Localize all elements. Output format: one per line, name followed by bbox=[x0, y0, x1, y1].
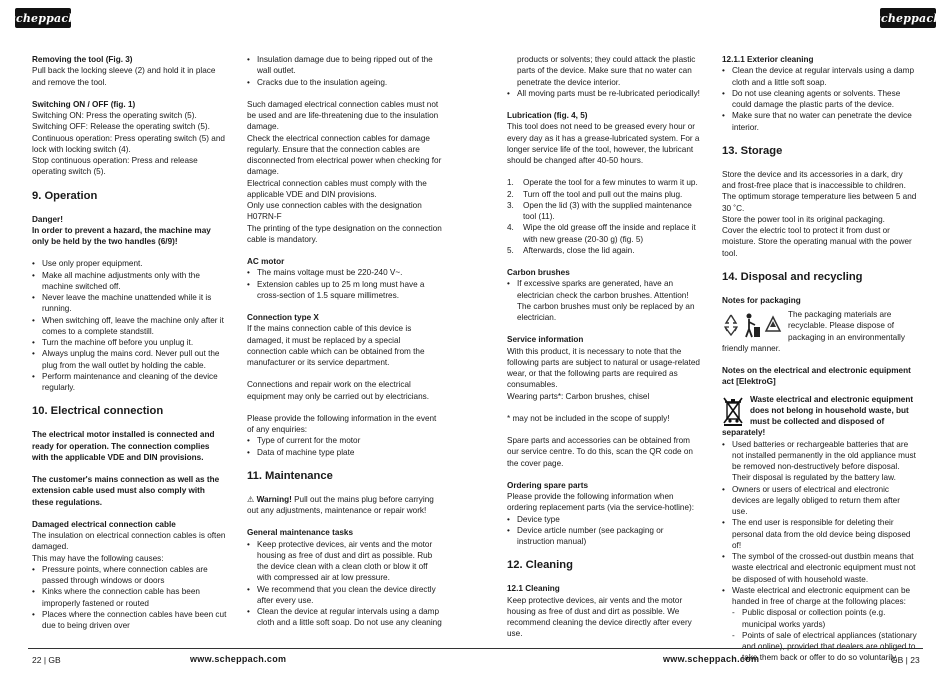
scheppach-logo-right: scheppach bbox=[880, 8, 936, 28]
ext-title: 12.1.1 Exterior cleaning bbox=[722, 55, 814, 64]
disposal-heading: 14. Disposal and recycling bbox=[722, 270, 863, 283]
cleaning-text: Keep protective devices, air vents and the motor housing as free of dust and dirt as possible. We recommend cleaning the device directly after every use. bbox=[507, 595, 692, 639]
warning-paragraph bbox=[247, 494, 442, 517]
danger-title: Danger! bbox=[32, 214, 63, 224]
storage-text: Store the power tool in its original packaging. bbox=[722, 214, 885, 224]
list-item: • Clean the device at regular intervals using a damp cloth and a little soft soap. bbox=[722, 65, 917, 88]
conn-text: If the mains connection cable of this device is damaged, it must be replaced by a special connection cable which can be obtained from the manufacturer or its service department. bbox=[247, 324, 425, 367]
cont-list bbox=[507, 88, 702, 99]
list-item: • Turn the machine off before you unplug it. bbox=[32, 337, 227, 348]
switch-line: Switching ON: Press the operating switch (5). bbox=[32, 111, 197, 120]
packaging-text: The packaging materials are recyclable. Please dispose of packaging in an environmentally friendly manner. bbox=[722, 310, 905, 353]
switch-line: Switching OFF: Release the operating switch (5). bbox=[32, 122, 210, 132]
cable-paragraph: Such damaged electrical connection cables must not be used and are life-threatening due to the insulation damage. bbox=[247, 99, 439, 132]
cleaning-sub: 12.1 Cleaning bbox=[507, 584, 560, 594]
carbon-title: Carbon brushes bbox=[507, 268, 570, 277]
storage-text: Cover the electric tool to protect it from dust or moisture. Store the operating manual with the power tool. bbox=[722, 226, 912, 258]
list-item: • Owners or users of electrical and electronic devices are legally obliged to return them after use. bbox=[722, 484, 917, 518]
website-link-right[interactable]: www.scheppach.com bbox=[663, 654, 760, 664]
list-item: • Insulation damage due to being ripped out of the wall outlet. bbox=[247, 54, 442, 77]
warning-label: Warning! bbox=[256, 494, 292, 504]
list-item: • The mains voltage must be 220-240 V~. bbox=[247, 267, 442, 278]
storage-heading: 13. Storage bbox=[722, 144, 783, 157]
enquiry-text: Please provide the following information in the event of any enquiries: bbox=[247, 413, 437, 434]
repair-text: Connections and repair work on the electrical equipment may only be carried out by electricians. bbox=[247, 380, 430, 401]
carbon-list bbox=[507, 278, 702, 323]
list-item: - Points of sale of electrical appliances (stationary and online), provided that dealers are obliged to take them back or offer to do so voluntarily. bbox=[722, 630, 917, 664]
warning-triangle-icon: ⚠ bbox=[247, 494, 255, 504]
page-footer bbox=[0, 648, 950, 674]
list-item: • Cracks due to the insulation ageing. bbox=[247, 77, 442, 88]
lub-text: This tool does not need to be greased every hour or every day as it has a grease-lubricated system. For a longer service life of the tool, however, the lubricant should be changed after 40-50 hours. bbox=[507, 122, 700, 165]
list-item: 2. Turn off the tool and pull out the mains plug. bbox=[507, 189, 702, 200]
list-item: • Type of current for the motor bbox=[247, 435, 442, 446]
wearing-parts: Wearing parts*: Carbon brushes, chisel bbox=[507, 391, 650, 401]
column-1 bbox=[32, 54, 227, 631]
danger-text: In order to prevent a hazard, the machine may only be held by the two handles (6/9)! bbox=[32, 225, 211, 246]
list-item: • Data of machine type plate bbox=[247, 447, 442, 458]
damaged-text: The insulation on electrical connection cables is often damaged. bbox=[32, 531, 226, 552]
ac-title: AC motor bbox=[247, 257, 285, 266]
list-item: • Keep protective devices, air vents and the motor housing as free of dust and dirt as possible. Rub the device clean with a clean cloth or blow it off with compressed air at low pressure. bbox=[247, 539, 442, 584]
elektrog-title: Notes on the electrical and electronic equipment act [ElektroG] bbox=[722, 366, 911, 387]
list-item: • Waste electrical and electronic equipment can be handed in free of charge at the following places: bbox=[722, 585, 917, 608]
electrical-bold-1: The electrical motor installed is connected and ready for operation. The connection complies with the applicable VDE and DIN provisions. bbox=[32, 430, 215, 462]
recycle-icon bbox=[722, 311, 740, 339]
list-item: • The end user is responsible for deleting their personal data from the old device being disposed of! bbox=[722, 517, 917, 551]
electrical-heading: 10. Electrical connection bbox=[32, 405, 164, 418]
warning-text: Pull out the mains plug before carrying out any adjustments, maintenance or repair work! bbox=[247, 494, 434, 515]
left-page-number: 22 | GB bbox=[32, 655, 61, 665]
gen-list bbox=[247, 539, 442, 629]
operation-heading: 9. Operation bbox=[32, 189, 98, 202]
cable-paragraph: The printing of the type designation on the connection cable is mandatory. bbox=[247, 223, 442, 244]
list-item: • Places where the connection cables have been cut due to being driven over bbox=[32, 609, 227, 632]
crossed-out-dustbin-icon bbox=[722, 396, 744, 426]
lub-title: Lubrication (fig. 4, 5) bbox=[507, 111, 588, 120]
list-item: • We recommend that you clean the device directly after every use. bbox=[247, 584, 442, 607]
list-item: 3. Open the lid (3) with the supplied maintenance tool (11). bbox=[507, 200, 702, 223]
maintenance-heading: 11. Maintenance bbox=[247, 469, 333, 482]
damaged-title: Damaged electrical connection cable bbox=[32, 519, 176, 529]
packaging-icons bbox=[722, 311, 782, 339]
footer-divider bbox=[28, 648, 923, 649]
cable-paragraph: Check the electrical connection cables for damage regularly. Ensure that the connection cables are disconnected from electrical power when checking for damage. bbox=[247, 133, 442, 177]
list-item: • When switching off, leave the machine only after it comes to a complete standstill. bbox=[32, 315, 227, 338]
ac-list bbox=[247, 267, 442, 301]
damaged-causes-list bbox=[32, 564, 227, 632]
list-item: • The symbol of the crossed-out dustbin means that waste electrical and electronic equipment must not be disposed of with household waste. bbox=[722, 551, 917, 585]
waste-bold: Waste electrical and electronic equipment does not belong in household waste, but must be collected and disposed of separately! bbox=[722, 394, 914, 438]
list-item: • Clean the device at regular intervals using a damp cloth and a little soft soap. Do not use any cleaning bbox=[247, 606, 442, 629]
right-page-number: GB | 23 bbox=[891, 655, 920, 665]
list-item: • Kinks where the connection cable has been improperly fastened or routed bbox=[32, 586, 227, 609]
column-3 bbox=[507, 54, 702, 640]
list-item: - Public disposal or collection points (e.g. municipal works yards) bbox=[722, 607, 917, 630]
person-disposing-icon bbox=[743, 311, 761, 339]
list-item: 1. Operate the tool for a few minutes to warm it up. bbox=[507, 177, 702, 188]
list-item: • Make sure that no water can penetrate the device interior. bbox=[722, 110, 917, 133]
recycle-triangle-icon bbox=[764, 311, 782, 339]
damaged-causes-intro: This may have the following causes: bbox=[32, 553, 164, 563]
operation-list bbox=[32, 258, 227, 393]
switch-line: Continuous operation: Press operating switch (5) and lock with locking switch (4). bbox=[32, 133, 225, 154]
switch-line: Stop continuous operation: Press and release operating switch (5). bbox=[32, 156, 198, 177]
removing-text: Pull back the locking sleeve (2) and hold it in place and remove the tool. bbox=[32, 66, 216, 87]
service-text: With this product, it is necessary to note that the following parts are subject to natural or usage-related wear, or that the following parts are required as consumables. bbox=[507, 346, 700, 390]
cleaning-heading: 12. Cleaning bbox=[507, 559, 573, 572]
list-item: • Always unplug the mains cord. Never pull out the plug from the wall outlet by holding the cable. bbox=[32, 348, 227, 371]
list-item: • Do not use cleaning agents or solvents. These could damage the plastic parts of the device. bbox=[722, 88, 917, 111]
list-item: • Use only proper equipment. bbox=[32, 258, 227, 269]
packaging-title: Notes for packaging bbox=[722, 295, 801, 305]
storage-text: Store the device and its accessories in a dark, dry and frost-free place that is inaccessible to children. The optimum storage temperature lies between 5 and 30 ˚C. bbox=[722, 169, 917, 213]
list-item: • Extension cables up to 25 m long must have a cross-section of 1.5 square millimetres. bbox=[247, 279, 442, 302]
scheppach-logo-left: scheppach bbox=[15, 8, 71, 28]
switch-title: Switching ON / OFF (fig. 1) bbox=[32, 99, 136, 109]
list-item: • Make all machine adjustments only with the machine switched off. bbox=[32, 270, 227, 293]
cable-paragraph: Electrical connection cables must comply with the applicable VDE and DIN provisions. bbox=[247, 178, 427, 199]
removing-title: Removing the tool (Fig. 3) bbox=[32, 55, 133, 64]
electrical-bold-2: The customer's mains connection as well as the extension cable used must also comply with these regulations. bbox=[32, 475, 220, 507]
list-item: 4. Wipe the old grease off the inside and replace it with new grease (20-30 g) (fig. 5) bbox=[507, 222, 702, 245]
list-item: • Used batteries or rechargeable batteries that are not installed permanently in the old appliance must be removed non-destructively before disposal. Their disposal is regulated by the battery law. bbox=[722, 439, 917, 484]
website-link-left[interactable]: www.scheppach.com bbox=[190, 654, 287, 664]
column-2 bbox=[247, 54, 442, 629]
list-item: • Device type bbox=[507, 514, 702, 525]
spare-text: Spare parts and accessories can be obtained from our service centre. To do this, scan the QR code on the cover page. bbox=[507, 436, 693, 468]
waste-block bbox=[722, 394, 917, 439]
conn-title: Connection type X bbox=[247, 313, 319, 322]
cont-text: products or solvents; they could attack the plastic parts of the device. Make sure that no water can penetrate the device interior. bbox=[517, 55, 696, 87]
enquiry-list bbox=[247, 435, 442, 458]
supply-note: * may not be included in the scope of supply! bbox=[507, 413, 670, 423]
ext-list bbox=[722, 65, 917, 133]
waste-list bbox=[722, 439, 917, 664]
list-item: 5. Afterwards, close the lid again. bbox=[507, 245, 702, 256]
ordering-title: Ordering spare parts bbox=[507, 480, 588, 490]
ordering-list bbox=[507, 514, 702, 548]
lub-steps bbox=[507, 177, 702, 256]
ordering-text: Please provide the following information when ordering replacement parts (via the service-hotline): bbox=[507, 492, 695, 513]
gen-title: General maintenance tasks bbox=[247, 528, 354, 538]
list-item: • Perform maintenance and cleaning of the device regularly. bbox=[32, 371, 227, 394]
cable-paragraph: Only use connection cables with the designation H07RN-F bbox=[247, 201, 422, 222]
causes-cont-list bbox=[247, 54, 442, 88]
service-title: Service information bbox=[507, 335, 584, 345]
list-item: • Pressure points, where connection cables are passed through windows or doors bbox=[32, 564, 227, 587]
column-4 bbox=[722, 54, 917, 664]
list-item: • If excessive sparks are generated, have an electrician check the carbon brushes. Attention! The carbon brushes must only be replaced by an electrician. bbox=[507, 278, 702, 323]
packaging-block bbox=[722, 309, 917, 354]
list-item: • Never leave the machine unattended while it is running. bbox=[32, 292, 227, 315]
list-item: • Device article number (see packaging or instruction manual) bbox=[507, 525, 702, 548]
list-item: • All moving parts must be re-lubricated periodically! bbox=[507, 88, 702, 99]
